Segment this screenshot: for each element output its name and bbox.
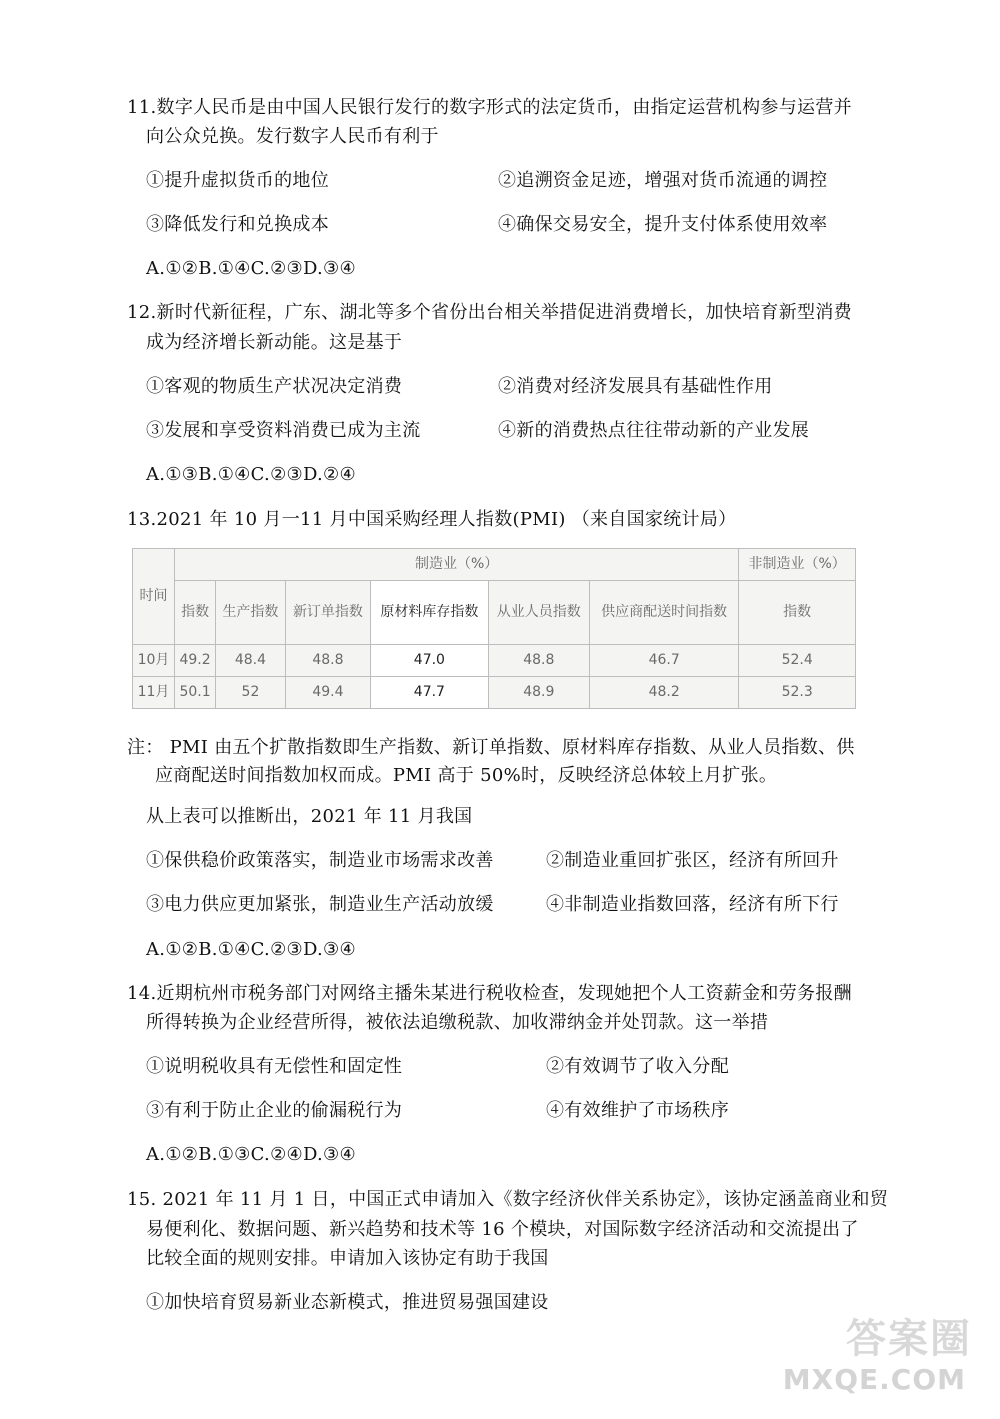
table-cell: 48.9	[488, 677, 589, 709]
q12-option-3: ③发展和享受资料消费已成为主流	[146, 420, 421, 441]
manufacturing-group-header: 制造业（%）	[174, 549, 738, 581]
table-cell: 52.4	[739, 645, 856, 677]
non-manufacturing-group-header: 非制造业（%）	[739, 549, 856, 581]
col-header-supplier-delivery: 供应商配送时间指数	[590, 581, 739, 645]
q12-option-1: ①客观的物质生产状况决定消费	[146, 376, 403, 397]
table-cell: 49.2	[174, 645, 215, 677]
q14-option-1: ①说明税收具有无偿性和固定性	[146, 1056, 403, 1077]
table-cell: 52	[216, 677, 286, 709]
table-cell: 46.7	[590, 645, 739, 677]
q15-stem-line3: 比较全面的规则安排。申请加入该协定有助于我国	[146, 1248, 549, 1269]
q12-stem-line1: 12.新时代新征程，广东、湖北等多个省份出台相关举措促进消费增长，加快培育新型消费	[127, 302, 852, 323]
q11-stem-line2: 向公众兑换。发行数字人民币有利于	[146, 126, 439, 147]
q11-option-2: ②追溯资金足迹，增强对货币流通的调控	[498, 170, 828, 191]
q15-stem-line2: 易便利化、数据问题、新兴趋势和技术等 16 个模块，对国际数字经济活动和交流提出了	[146, 1219, 859, 1240]
q12-option-4: ④新的消费热点往往带动新的产业发展	[498, 420, 810, 441]
q11-answer-choices: A.①②B.①④C.②③D.③④	[146, 258, 356, 279]
table-corner-header: 时间	[133, 549, 175, 645]
table-row	[133, 677, 856, 709]
table-cell: 47.0	[371, 645, 488, 677]
q13-answer-choices: A.①②B.①④C.②③D.③④	[146, 939, 356, 960]
q13-stem: 13.2021 年 10 月一11 月中国采购经理人指数(PMI) （来自国家统计局）	[127, 509, 737, 530]
q13-option-3: ③电力供应更加紧张，制造业生产活动放缓	[146, 894, 494, 915]
q15-stem-line1: 15. 2021 年 11 月 1 日，中国正式申请加入《数字经济伙伴关系协定》，该协定涵盖商业和贸	[127, 1189, 889, 1210]
q13-note-line2: 应商配送时间指数加权而成。PMI 高于 50%时，反映经济总体较上月扩张。	[155, 765, 778, 786]
q12-answer-choices: A.①③B.①④C.②③D.②④	[146, 464, 356, 485]
q14-stem-line2: 所得转换为企业经营所得，被依法追缴税款、加收滞纳金并处罚款。这一举措	[146, 1012, 769, 1033]
q13-note-line1: 注： PMI 由五个扩散指数即生产指数、新订单指数、原材料库存指数、从业人员指数、供	[127, 737, 855, 758]
q14-stem-line1: 14.近期杭州市税务部门对网络主播朱某进行税收检查，发现她把个人工资薪金和劳务报酬	[127, 983, 852, 1004]
table-cell: 48.8	[488, 645, 589, 677]
q14-option-2: ②有效调节了收入分配	[546, 1056, 729, 1077]
q14-answer-choices: A.①②B.①③C.②④D.③④	[146, 1144, 356, 1165]
table-cell: 48.8	[285, 645, 370, 677]
table-cell: 49.4	[285, 677, 370, 709]
col-header-index: 指数	[174, 581, 215, 645]
q11-option-4: ④确保交易安全，提升支付体系使用效率	[498, 214, 828, 235]
q13-option-1: ①保供稳价政策落实，制造业市场需求改善	[146, 850, 494, 871]
watermark-logo-text: 答案圈	[846, 1316, 972, 1362]
table-cell: 48.2	[590, 677, 739, 709]
table-cell: 52.3	[739, 677, 856, 709]
q13-option-4: ④非制造业指数回落，经济有所下行	[546, 894, 839, 915]
q11-option-1: ①提升虚拟货币的地位	[146, 170, 329, 191]
q11-stem-line1: 11.数字人民币是由中国人民银行发行的数字形式的法定货币，由指定运营机构参与运营并	[127, 97, 852, 118]
table-cell: 48.4	[216, 645, 286, 677]
site-watermark	[782, 1301, 972, 1405]
col-header-employment: 从业人员指数	[488, 581, 589, 645]
row-month: 11月	[133, 677, 175, 709]
table-row	[133, 645, 856, 677]
q13-option-2: ②制造业重回扩张区，经济有所回升	[546, 850, 839, 871]
q14-option-3: ③有利于防止企业的偷漏税行为	[146, 1100, 403, 1121]
col-header-nonmfg-index: 指数	[739, 581, 856, 645]
q12-stem-line2: 成为经济增长新动能。这是基于	[146, 332, 403, 353]
q12-option-2: ②消费对经济发展具有基础性作用	[498, 376, 773, 397]
q11-option-3: ③降低发行和兑换成本	[146, 214, 329, 235]
table-cell: 47.7	[371, 677, 488, 709]
col-header-new-orders: 新订单指数	[285, 581, 370, 645]
q13-lead: 从上表可以推断出，2021 年 11 月我国	[146, 806, 473, 827]
watermark-domain: MXQE.COM	[782, 1363, 966, 1396]
pmi-table	[132, 548, 856, 709]
table-cell: 50.1	[174, 677, 215, 709]
q15-option-1: ①加快培育贸易新业态新模式，推进贸易强国建设	[146, 1292, 549, 1313]
row-month: 10月	[133, 645, 175, 677]
col-header-raw-material: 原材料库存指数	[371, 581, 488, 645]
col-header-production: 生产指数	[216, 581, 286, 645]
q14-option-4: ④有效维护了市场秩序	[546, 1100, 729, 1121]
